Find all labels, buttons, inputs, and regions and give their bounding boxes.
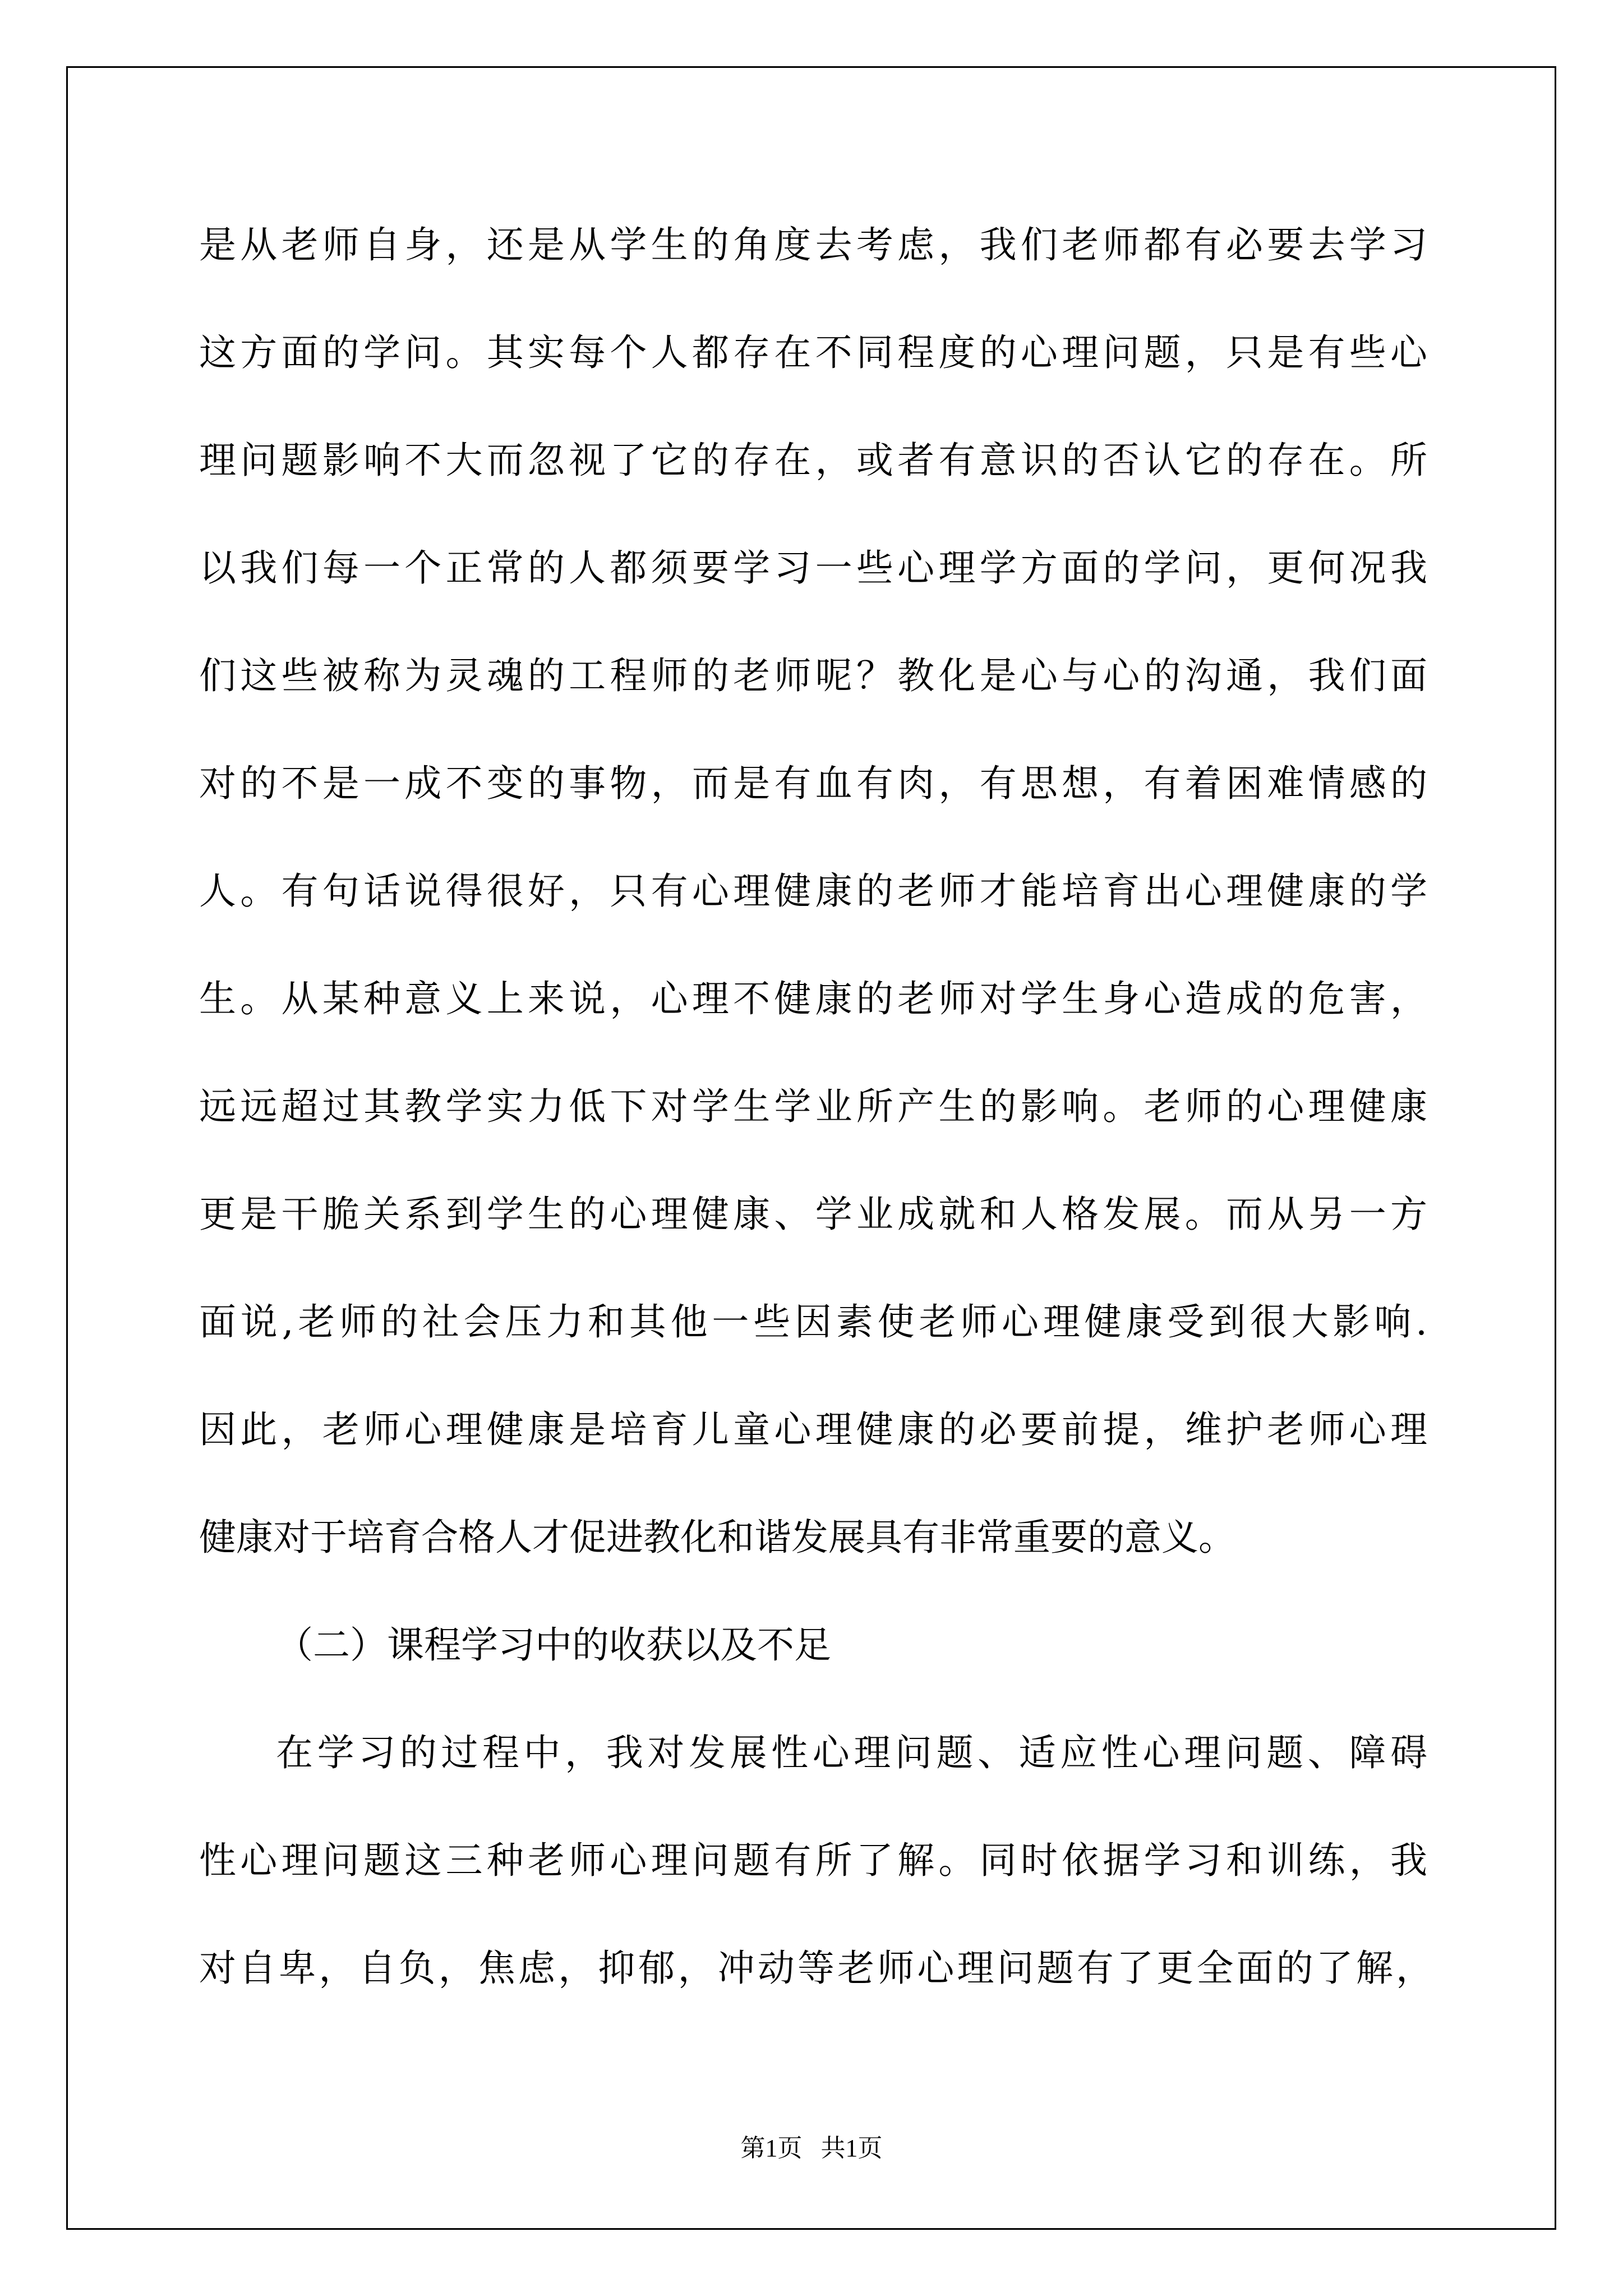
text-line: 对的不是一成不变的事物，而是有血有肉，有思想，有着困难情感的 xyxy=(199,762,1427,805)
text-line: 以我们每一个正常的人都须要学习一些心理学方面的学问，更何况我 xyxy=(199,546,1427,590)
text-line: 因此，老师心理健康是培育儿童心理健康的必要前提，维护老师心理 xyxy=(199,1408,1427,1451)
text-line: 性心理问题这三种老师心理问题有所了解。同时依据学习和训练，我 xyxy=(199,1839,1427,1882)
text-line: 生。从某种意义上来说，心理不健康的老师对学生身心造成的危害， xyxy=(199,977,1427,1020)
text-line: 更是干脆关系到学生的心理健康、学业成就和人格发展。而从另一方 xyxy=(199,1193,1427,1236)
page-border xyxy=(66,66,1556,2230)
text-line: 理问题影响不大而忽视了它的存在，或者有意识的否认它的存在。所 xyxy=(199,439,1427,482)
text-line: 在学习的过程中，我对发展性心理问题、适应性心理问题、障碍 xyxy=(276,1731,1427,1774)
text-line: 健康对于培育合格人才促进教化和谐发展具有非常重要的意义。 xyxy=(199,1516,1235,1559)
text-line: 面说,老师的社会压力和其他一些因素使老师心理健康受到很大影响. xyxy=(199,1300,1427,1343)
text-line: 这方面的学问。其实每个人都存在不同程度的心理问题，只是有些心 xyxy=(199,331,1427,374)
text-line: 对自卑，自负，焦虑，抑郁，冲动等老师心理问题有了更全面的了解， xyxy=(199,1947,1433,1990)
page-footer: 第1页 共1页 xyxy=(740,2134,883,2162)
text-line: 远远超过其教学实力低下对学生学业所产生的影响。老师的心理健康 xyxy=(199,1085,1427,1128)
text-line: 人。有句话说得很好，只有心理健康的老师才能培育出心理健康的学 xyxy=(199,869,1427,913)
text-line: 是从老师自身，还是从学生的角度去考虑，我们老师都有必要去学习 xyxy=(199,223,1427,266)
section-heading: （二）课程学习中的收获以及不足 xyxy=(276,1623,831,1667)
text-line: 们这些被称为灵魂的工程师的老师呢？教化是心与心的沟通，我们面 xyxy=(199,654,1427,697)
